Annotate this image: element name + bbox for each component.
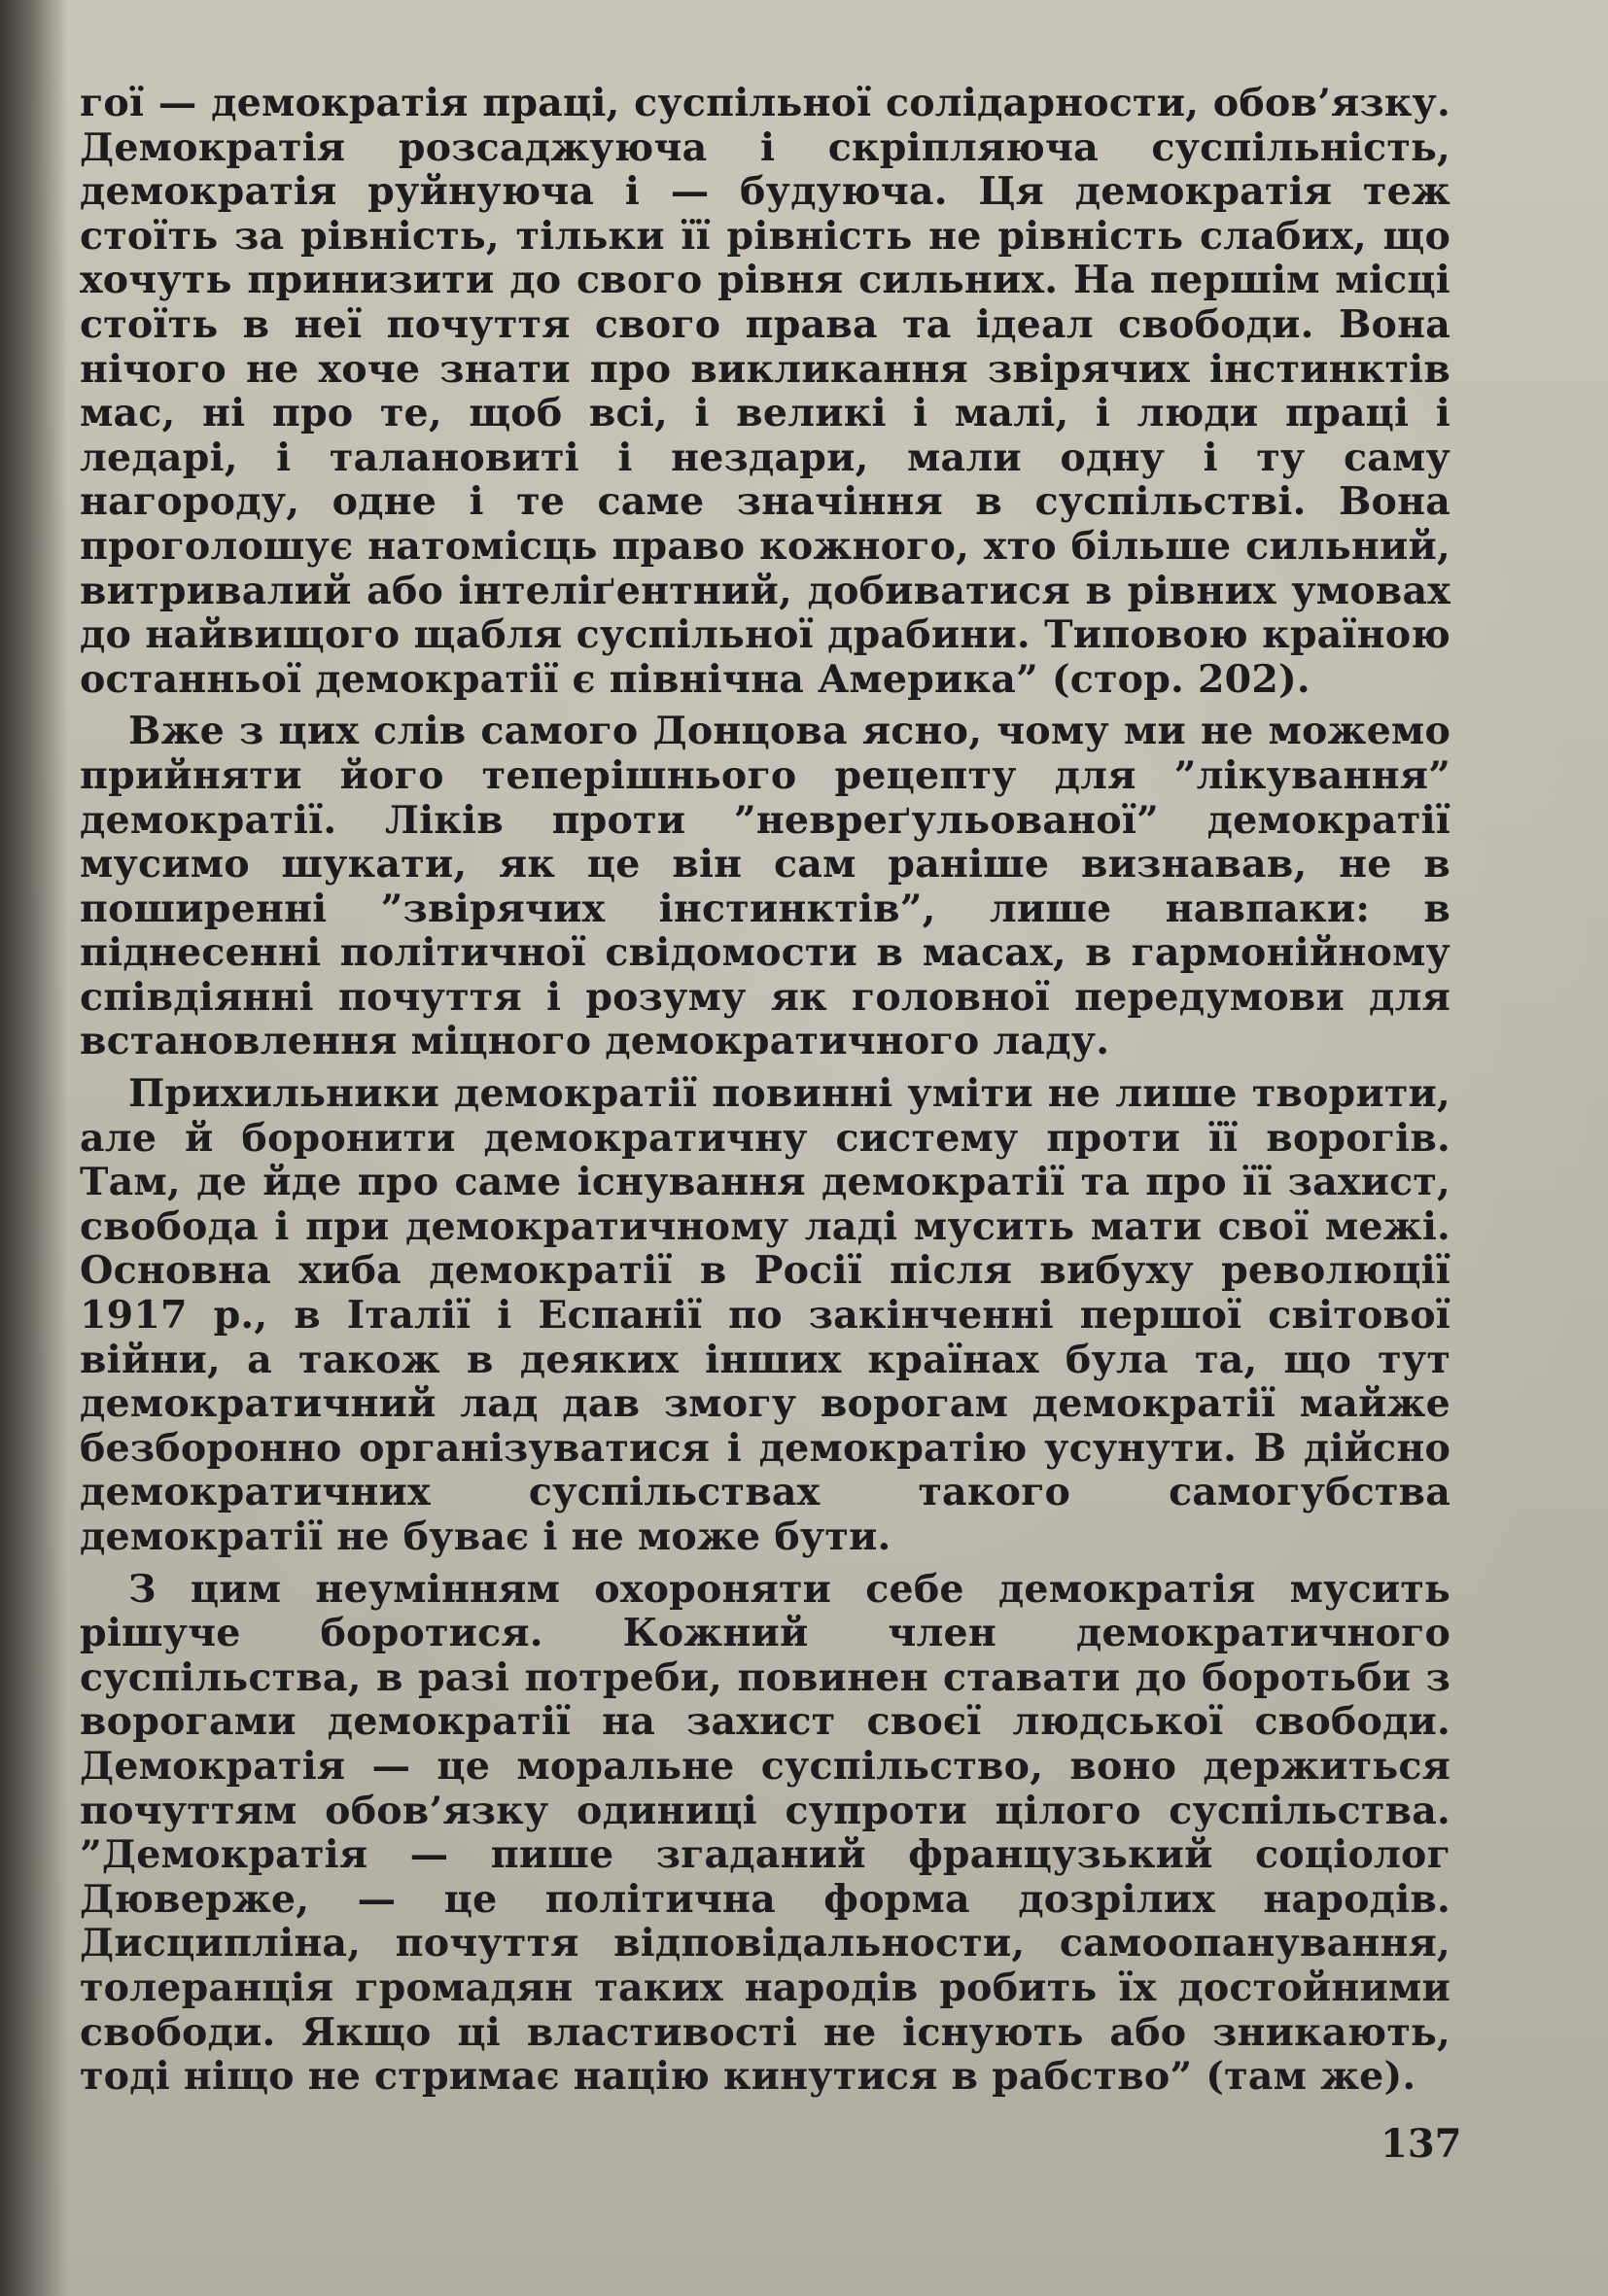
paragraph-1: гої — демократія праці, суспільної солідарности, обов’язку. Демократія розсаджуюча і скріпляюча суспільність, демократія руйнуюча і — будуюча. Ця демократія теж стоїть за рівність, тільки її рівність не рівність слабих, що хочуть принизити до свого рівня сильних. На першім місці стоїть в неї почуття свого права та ідеал свободи. Вона нічого не хоче знати про викликання звірячих інстинктів мас, ні про те, щоб всі, і великі і малі, і люди праці і ледарі, і талановиті і нездари, мали одну і ту саму нагороду, одне і те саме значіння в суспільстві. Вона проголошує натомісць право кожного, хто більше сильний, витривалий або інтеліґентний, добиватися в рівних умовах до найвищого щабля суспільної драбини. Типовою країною останньої демократії є північна Америка” (стор. 202).	[80, 81, 1451, 702]
page-number: 137	[1381, 2121, 1462, 2167]
paragraph-2: Вже з цих слів самого Донцова ясно, чому ми не можемо прийняти його теперішнього рецепту для ”лікування” демократії. Ліків проти ”невреґульованої” демократії мусимо шукати, як це він сам раніше визнавав, не в поширенні ”звірячих інстинктів”, лише навпаки: в піднесенні політичної свідомости в масах, в гармонійному співдіянні почуття і розуму як головної передумови для встановлення міцного демократичного ладу.	[80, 709, 1451, 1064]
paragraph-3: Прихильники демократії повинні уміти не лише творити, але й боронити демократичну систему проти її ворогів. Там, де йде про саме існування демократії та про її захист, свобода і при демократичному ладі мусить мати свої межі. Основна хиба демократії в Росії після вибуху революції 1917 р., в Італії і Еспанії по закінченні першої світової війни, а також в деяких інших країнах була та, що тут демократичний лад дав змогу ворогам демократії майже безборонно організуватися і демократію усунути. В дійсно демократичних суспільствах такого самогубства демократії не буває і не може бути.	[80, 1071, 1451, 1559]
binding-shadow	[0, 0, 68, 2296]
paragraph-4: З цим неумінням охороняти себе демократія мусить рішуче боротися. Кожний член демократичного суспільства, в разі потреби, повинен ставати до боротьби з ворогами демократії на захист своєї людської свободи. Демократія — це моральне суспільство, воно держиться почуттям обов’язку одиниці супроти цілого суспільства. ”Демократія — пише згаданий французький соціолог Дюверже, — це політична форма дозрілих народів. Дисципліна, почуття відповідальности, самоопанування, толеранція громадян таких народів робить їх достойними свободи. Якщо ці властивості не існують або зникають, тоді ніщо не стримає націю кинутися в рабство” (там же).	[80, 1566, 1451, 2100]
body-text	[80, 82, 1451, 2107]
